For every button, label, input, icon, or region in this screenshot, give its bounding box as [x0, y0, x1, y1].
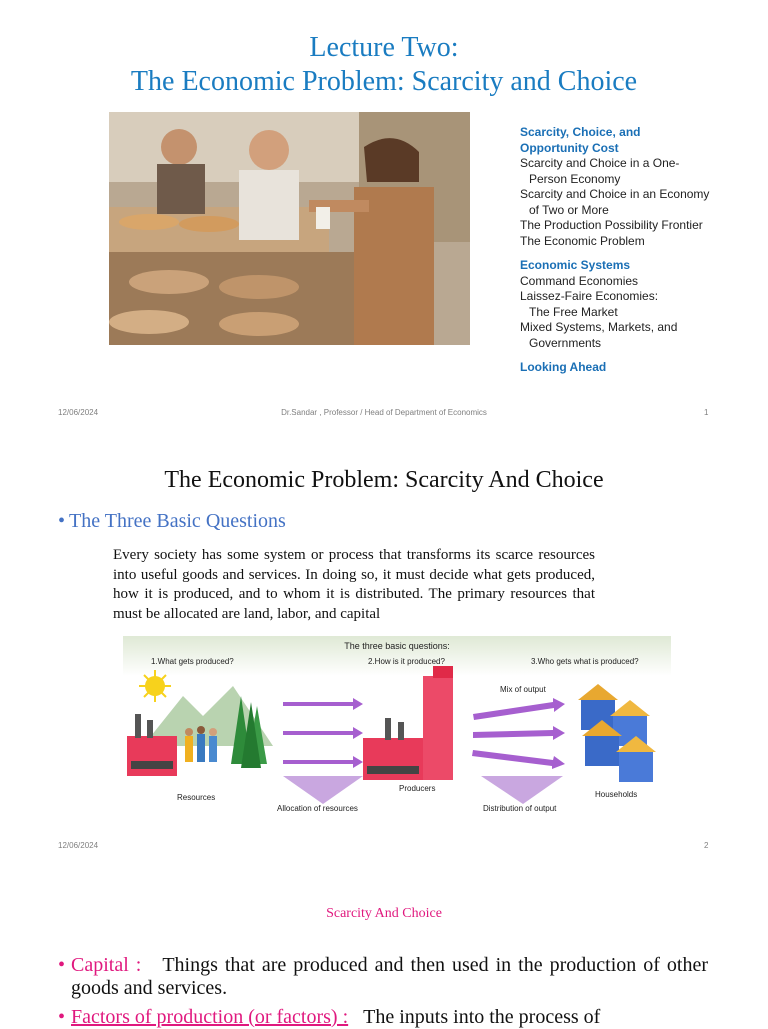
arrow-resources-to-producers: [283, 698, 363, 768]
diagram-resources: Resources: [177, 793, 216, 802]
toc-item-cont: Governments: [529, 335, 602, 350]
slide2-bullet: [58, 510, 286, 533]
bakery-photo-illustration: [109, 112, 470, 345]
toc-heading-systems: Economic Systems: [520, 258, 631, 272]
bakery-photo: [109, 112, 470, 345]
slide1-title-line1: Lecture Two:: [309, 32, 459, 63]
slide3-title: Scarcity And Choice: [326, 906, 442, 921]
three-questions-diagram: [123, 636, 671, 818]
slide2-bullet-text: The Three Basic Questions: [69, 510, 286, 532]
diagram-q1: 1.What gets produced?: [151, 657, 234, 666]
households-icon: [578, 684, 656, 782]
workers-icon: [185, 726, 217, 762]
slide2-title: The Economic Problem: Scarcity And Choice: [164, 467, 604, 493]
toc-heading-looking-ahead: Looking Ahead: [520, 360, 607, 374]
toc-item: The Production Possibility Frontier: [520, 218, 703, 232]
toc-item: Laissez-Faire Economies:: [520, 289, 659, 303]
diagram-producers: Producers: [399, 784, 436, 793]
toc-item-cont: The Free Market: [529, 304, 618, 319]
term-capital: Capital :: [71, 954, 142, 976]
diagram-mix: Mix of output: [500, 685, 546, 694]
definition-factors: The inputs into the process of: [363, 1006, 601, 1028]
slide3-bullet-capital: [58, 954, 708, 1000]
toc-item: The Economic Problem: [520, 233, 645, 248]
toc-item: Command Economies: [520, 273, 639, 288]
toc-item: Scarcity and Choice in an Economy: [520, 187, 710, 201]
bullet-dot: •: [58, 510, 66, 532]
slide2-footer-date: 12/06/2024: [58, 841, 99, 850]
diagram-heading: The three basic questions:: [344, 641, 450, 651]
slide1-footer-date: 12/06/2024: [58, 408, 99, 417]
term-factors: Factors of production (or factors) :: [71, 1006, 349, 1028]
toc-item-cont: of Two or More: [529, 202, 609, 217]
diagram-allocation: Allocation of resources: [277, 804, 358, 813]
diagram-q3: 3.Who gets what is produced?: [531, 657, 639, 666]
diagram-distribution: Distribution of output: [483, 804, 557, 813]
slide3-bullet-factors: [58, 1006, 708, 1029]
allocation-funnel: [283, 776, 363, 804]
distribution-funnel: [481, 776, 563, 804]
toc-heading-opportunity: Opportunity Cost: [520, 140, 619, 155]
toc-item: Mixed Systems, Markets, and: [520, 320, 678, 334]
slide1-footer-center: Dr.Sandar , Professor / Head of Department of Economics: [281, 408, 487, 417]
toc-item: Scarcity and Choice in a One-: [520, 156, 680, 170]
arrow-producers-to-households: [472, 698, 565, 769]
bullet-dot: •: [58, 954, 66, 976]
bullet-dot: •: [58, 1006, 66, 1028]
diagram-households: Households: [595, 790, 638, 799]
diagram-q2: 2.How is it produced?: [368, 657, 445, 666]
slide2-paragraph: Every society has some system or process that transforms its scarce resources into useful goods and services. In doing so, it must decide what gets produced, how it is produced, and to whom it is distributed. The primary resources that must be allocated are land, labor, and capital: [113, 547, 595, 622]
slide1-title-line2: The Economic Problem: Scarcity and Choice: [130, 66, 638, 97]
diagram-svg: [123, 636, 671, 818]
producers-building-icon: [363, 666, 453, 780]
slide1-footer-page: 1: [704, 408, 709, 417]
toc-heading-scarcity: Scarcity, Choice, and: [520, 125, 641, 139]
definition-capital: Things that are produced and then used in the production of other goods and services.: [71, 954, 708, 999]
toc-item-cont: Person Economy: [529, 171, 621, 186]
slide2-footer-page: 2: [704, 841, 709, 850]
chapter-outline: [520, 125, 760, 376]
